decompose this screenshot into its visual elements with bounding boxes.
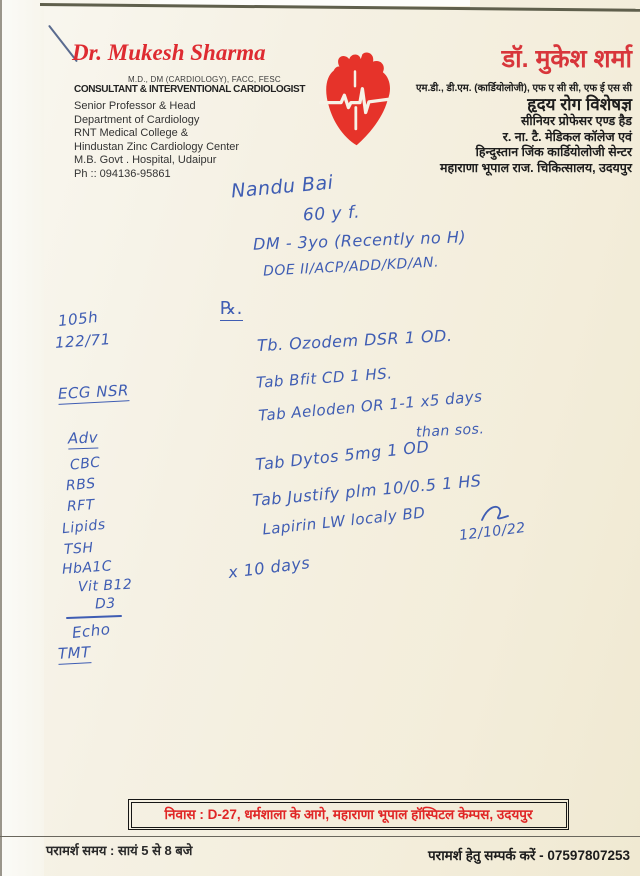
patient-name-handwritten: Nandu Bai xyxy=(230,171,335,203)
paper-left-edge xyxy=(0,0,2,876)
residence-box xyxy=(128,799,569,830)
advice-item: TMT xyxy=(57,643,92,663)
prescription-line: Tab Aeloden OR 1-1 x5 days xyxy=(257,387,484,425)
consultation-timing: परामर्श समय : सायं 5 से 8 बजे xyxy=(46,843,193,858)
heart-ecg-icon xyxy=(314,50,396,152)
prescription-line: Tb. Ozodem DSR 1 OD. xyxy=(256,325,453,356)
doctor-degrees-hindi: एम.डी., डी.एम. (कार्डियोलोजी), एफ ए सी सी, एफ ई एस सी xyxy=(415,83,632,94)
address-line: र. ना. टै. मेडिकल कॉलेज एवं xyxy=(502,129,632,144)
patient-age-sex-handwritten: 60 y f. xyxy=(302,202,361,226)
address-line: M.B. Govt . Hospital, Udaipur xyxy=(74,154,217,166)
residence-text: निवास : D-27, धर्मशाला के आगे, महाराणा भूपाल हॉस्पिटल केम्पस, उदयपुर xyxy=(131,802,567,828)
advice-item: HbA1C xyxy=(61,558,113,578)
advice-item: RBS xyxy=(65,475,97,495)
phone-number: Ph :: 094136-95861 xyxy=(74,167,171,180)
advice-divider-line xyxy=(66,615,122,619)
advice-item: Lipids xyxy=(61,516,107,538)
consultation-contact: परामर्श हेतु सम्पर्क करें - 07597807253 xyxy=(428,848,630,863)
advice-item: RFT xyxy=(66,497,96,515)
letterhead-hindi-block xyxy=(416,44,632,176)
prescription-line: Tab Bfit CD 1 HS. xyxy=(255,364,394,392)
address-line: Department of Cardiology xyxy=(74,113,200,126)
address-line: RNT Medical College & xyxy=(74,127,189,139)
doctor-title-english: CONSULTANT & INTERVENTIONAL CARDIOLOGIST xyxy=(74,84,306,95)
advice-item: Echo xyxy=(71,620,112,642)
advice-item: Vit B12 xyxy=(77,576,133,596)
pulse-value: 105h xyxy=(57,307,99,331)
date-handwritten: 12/10/22 xyxy=(458,519,527,545)
scanner-margin xyxy=(0,0,44,876)
prescription-line: Tab Justify plm 10/0.5 1 HS xyxy=(251,471,483,510)
clinic-address-english xyxy=(74,100,239,181)
bp-value: 122/71 xyxy=(54,330,112,352)
ecg-note: ECG NSR xyxy=(57,381,130,403)
address-line: Hindustan Zinc Cardiology Center xyxy=(74,140,240,153)
history-line-1: DM - 3yo (Recently no H) xyxy=(252,227,467,254)
doctor-name-hindi: डॉ. मुकेश शर्मा xyxy=(501,45,632,73)
prescription-line: Lapirin LW localy BD xyxy=(261,503,427,539)
address-line: महाराणा भूपाल राज. चिकित्सालय, उदयपुर xyxy=(440,160,632,175)
doctor-degrees-english: M.D., DM (CARDIOLOGY), FACC, FESC xyxy=(128,75,281,84)
advice-item: TSH xyxy=(63,539,94,559)
address-line: हिन्दुस्तान जिंक कार्डियोलोजी सेन्टर xyxy=(475,145,632,159)
rx-symbol: ℞. xyxy=(220,298,243,319)
prescription-line: Tab Dytos 5mg 1 OD xyxy=(254,436,431,475)
advice-item: D3 xyxy=(94,595,117,613)
prescription-line: than sos. xyxy=(415,421,485,441)
doctor-name-english: Dr. Mukesh Sharma xyxy=(72,40,266,65)
address-line: सीनियर प्रोफेसर एण्ड हैड xyxy=(520,114,632,128)
history-line-2: DOE II/ACP/ADD/KD/AN. xyxy=(262,254,440,280)
advice-heading: Adv xyxy=(67,428,99,448)
clinic-address-hindi xyxy=(416,114,632,176)
doctor-specialty-hindi: हृदय रोग विशेषज्ञ xyxy=(527,95,632,114)
address-line: Senior Professor & Head xyxy=(74,100,196,112)
advice-item: CBC xyxy=(69,454,102,474)
footer-rule xyxy=(0,836,640,837)
duration-note: x 10 days xyxy=(227,553,312,582)
